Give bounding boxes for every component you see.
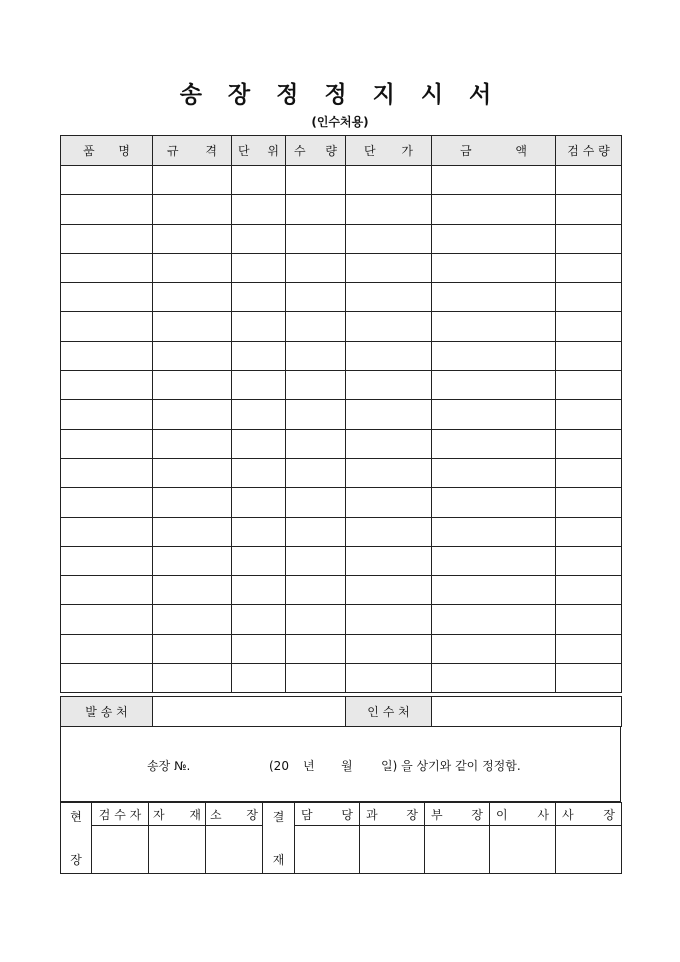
quantity-cell[interactable]: [286, 429, 346, 458]
sign-box-director[interactable]: [490, 826, 556, 874]
amount-cell[interactable]: [432, 488, 556, 517]
inspected-qty-cell[interactable]: [556, 458, 622, 487]
unit-cell[interactable]: [232, 253, 286, 282]
amount-cell[interactable]: [432, 283, 556, 312]
unit-price-cell[interactable]: [346, 517, 432, 546]
sign-box-department-head[interactable]: [425, 826, 490, 874]
quantity-cell[interactable]: [286, 224, 346, 253]
document-title: 송 장 정 정 지 시 서: [179, 81, 501, 108]
quantity-cell[interactable]: [286, 517, 346, 546]
inspected-qty-cell[interactable]: [556, 488, 622, 517]
table-row: [61, 312, 622, 341]
sign-box-site-manager[interactable]: [206, 826, 263, 874]
spec-cell[interactable]: [153, 517, 232, 546]
item-name-cell[interactable]: [61, 634, 153, 663]
unit-price-cell[interactable]: [346, 400, 432, 429]
unit-cell[interactable]: [232, 605, 286, 634]
table-row: [61, 488, 622, 517]
header-unit: 단 위: [232, 136, 286, 166]
table-row: [61, 371, 622, 400]
table-row: [61, 253, 622, 282]
unit-price-cell[interactable]: [346, 312, 432, 341]
unit-price-cell[interactable]: [346, 166, 432, 195]
role-section-chief: 과 장: [360, 803, 425, 826]
unit-cell[interactable]: [232, 429, 286, 458]
spec-cell[interactable]: [153, 634, 232, 663]
amount-cell[interactable]: [432, 253, 556, 282]
table-row: [61, 664, 622, 693]
amount-cell[interactable]: [432, 224, 556, 253]
unit-price-cell[interactable]: [346, 283, 432, 312]
receiver-field[interactable]: [432, 697, 622, 727]
unit-price-cell[interactable]: [346, 458, 432, 487]
item-name-cell[interactable]: [61, 546, 153, 575]
item-name-cell[interactable]: [61, 224, 153, 253]
quantity-cell[interactable]: [286, 195, 346, 224]
header-inspected-qty: 검 수 량: [556, 136, 622, 166]
unit-cell[interactable]: [232, 517, 286, 546]
quantity-cell[interactable]: [286, 283, 346, 312]
unit-cell[interactable]: [232, 576, 286, 605]
table-row: [61, 224, 622, 253]
quantity-cell[interactable]: [286, 546, 346, 575]
item-name-cell[interactable]: [61, 253, 153, 282]
sender-label: 발 송 처: [61, 697, 153, 727]
header-quantity: 수 량: [286, 136, 346, 166]
header-amount: 금 액: [432, 136, 556, 166]
role-department-head: 부 장: [425, 803, 490, 826]
inspected-qty-cell[interactable]: [556, 546, 622, 575]
item-name-cell[interactable]: [61, 166, 153, 195]
inspected-qty-cell[interactable]: [556, 605, 622, 634]
unit-price-cell[interactable]: [346, 546, 432, 575]
spec-cell[interactable]: [153, 576, 232, 605]
quantity-cell[interactable]: [286, 312, 346, 341]
unit-cell[interactable]: [232, 488, 286, 517]
sign-box-inspector[interactable]: [92, 826, 149, 874]
year-label: 년: [303, 759, 315, 773]
quantity-cell[interactable]: [286, 371, 346, 400]
unit-price-cell[interactable]: [346, 371, 432, 400]
unit-cell[interactable]: [232, 341, 286, 370]
parties-table: [60, 696, 622, 727]
amount-cell[interactable]: [432, 546, 556, 575]
spec-cell[interactable]: [153, 253, 232, 282]
document-subtitle: (인수처용): [311, 115, 369, 129]
item-name-cell[interactable]: [61, 195, 153, 224]
unit-cell[interactable]: [232, 546, 286, 575]
sign-box-materials[interactable]: [149, 826, 206, 874]
unit-cell[interactable]: [232, 224, 286, 253]
inspected-qty-cell[interactable]: [556, 195, 622, 224]
table-row: [61, 458, 622, 487]
item-name-cell[interactable]: [61, 312, 153, 341]
approval-label: 결 재: [263, 803, 295, 874]
unit-cell[interactable]: [232, 312, 286, 341]
item-name-cell[interactable]: [61, 488, 153, 517]
date-open: (20: [269, 759, 289, 773]
approval-table: [60, 802, 622, 874]
item-name-cell[interactable]: [61, 576, 153, 605]
role-materials: 자 재: [149, 803, 206, 826]
amount-cell[interactable]: [432, 312, 556, 341]
unit-price-cell[interactable]: [346, 664, 432, 693]
unit-cell[interactable]: [232, 400, 286, 429]
unit-price-cell[interactable]: [346, 195, 432, 224]
amount-cell[interactable]: [432, 634, 556, 663]
role-inspector: 검 수 자: [92, 803, 149, 826]
spec-cell[interactable]: [153, 664, 232, 693]
unit-cell[interactable]: [232, 283, 286, 312]
table-row: [61, 195, 622, 224]
table-row: [61, 517, 622, 546]
quantity-cell[interactable]: [286, 400, 346, 429]
amount-cell[interactable]: [432, 400, 556, 429]
item-name-cell[interactable]: [61, 341, 153, 370]
role-site-manager: 소 장: [206, 803, 263, 826]
unit-cell[interactable]: [232, 195, 286, 224]
sign-box-president[interactable]: [556, 826, 622, 874]
item-name-cell[interactable]: [61, 371, 153, 400]
month-label: 월: [341, 759, 353, 773]
table-row: [61, 400, 622, 429]
amount-cell[interactable]: [432, 664, 556, 693]
table-row: [61, 605, 622, 634]
quantity-cell[interactable]: [286, 458, 346, 487]
sender-field[interactable]: [153, 697, 346, 727]
spec-cell[interactable]: [153, 458, 232, 487]
inspected-qty-cell[interactable]: [556, 429, 622, 458]
spec-cell[interactable]: [153, 400, 232, 429]
item-name-cell[interactable]: [61, 283, 153, 312]
inspected-qty-cell[interactable]: [556, 664, 622, 693]
quantity-cell[interactable]: [286, 664, 346, 693]
inspected-qty-cell[interactable]: [556, 283, 622, 312]
inspected-qty-cell[interactable]: [556, 634, 622, 663]
inspected-qty-cell[interactable]: [556, 224, 622, 253]
unit-price-cell[interactable]: [346, 429, 432, 458]
header-item-name: 품 명: [61, 136, 153, 166]
sign-box-in-charge[interactable]: [295, 826, 360, 874]
unit-price-cell[interactable]: [346, 576, 432, 605]
table-row: [61, 166, 622, 195]
spec-cell[interactable]: [153, 546, 232, 575]
receiver-label: 인 수 처: [346, 697, 432, 727]
spec-cell[interactable]: [153, 166, 232, 195]
table-row: [61, 546, 622, 575]
item-name-cell[interactable]: [61, 458, 153, 487]
amount-cell[interactable]: [432, 195, 556, 224]
amount-cell[interactable]: [432, 166, 556, 195]
inspected-qty-cell[interactable]: [556, 166, 622, 195]
spec-cell[interactable]: [153, 429, 232, 458]
role-in-charge: 담 당: [295, 803, 360, 826]
amount-cell[interactable]: [432, 605, 556, 634]
unit-cell[interactable]: [232, 664, 286, 693]
inspected-qty-cell[interactable]: [556, 371, 622, 400]
inspected-qty-cell[interactable]: [556, 400, 622, 429]
quantity-cell[interactable]: [286, 253, 346, 282]
amount-cell[interactable]: [432, 371, 556, 400]
correction-note: [147, 757, 521, 774]
amount-cell[interactable]: [432, 429, 556, 458]
correction-statement: 일) 을 상기와 같이 정정함.: [381, 759, 521, 773]
unit-price-cell[interactable]: [346, 488, 432, 517]
quantity-cell[interactable]: [286, 605, 346, 634]
role-director: 이 사: [490, 803, 556, 826]
unit-cell[interactable]: [232, 458, 286, 487]
quantity-cell[interactable]: [286, 576, 346, 605]
quantity-cell[interactable]: [286, 166, 346, 195]
quantity-cell[interactable]: [286, 341, 346, 370]
unit-cell[interactable]: [232, 166, 286, 195]
correction-note-box: [60, 726, 621, 802]
inspected-qty-cell[interactable]: [556, 517, 622, 546]
unit-price-cell[interactable]: [346, 224, 432, 253]
spec-cell[interactable]: [153, 195, 232, 224]
inspected-qty-cell[interactable]: [556, 576, 622, 605]
item-name-cell[interactable]: [61, 664, 153, 693]
inspected-qty-cell[interactable]: [556, 312, 622, 341]
amount-cell[interactable]: [432, 576, 556, 605]
item-name-cell[interactable]: [61, 517, 153, 546]
inspected-qty-cell[interactable]: [556, 341, 622, 370]
table-row: [61, 429, 622, 458]
header-spec: 규 격: [153, 136, 232, 166]
item-name-cell[interactable]: [61, 605, 153, 634]
table-row: [61, 576, 622, 605]
quantity-cell[interactable]: [286, 634, 346, 663]
inspected-qty-cell[interactable]: [556, 253, 622, 282]
role-president: 사 장: [556, 803, 622, 826]
unit-price-cell[interactable]: [346, 605, 432, 634]
table-row: [61, 283, 622, 312]
items-header-row: [61, 136, 622, 166]
spec-cell[interactable]: [153, 312, 232, 341]
unit-price-cell[interactable]: [346, 253, 432, 282]
table-row: [61, 341, 622, 370]
item-name-cell[interactable]: [61, 429, 153, 458]
invoice-number-label: 송장 №.: [147, 759, 191, 773]
spec-cell[interactable]: [153, 488, 232, 517]
site-label: 현 장: [61, 803, 92, 874]
amount-cell[interactable]: [432, 458, 556, 487]
sign-box-section-chief[interactable]: [360, 826, 425, 874]
unit-cell[interactable]: [232, 634, 286, 663]
spec-cell[interactable]: [153, 341, 232, 370]
header-unit-price: 단 가: [346, 136, 432, 166]
unit-cell[interactable]: [232, 371, 286, 400]
spec-cell[interactable]: [153, 224, 232, 253]
unit-price-cell[interactable]: [346, 341, 432, 370]
item-name-cell[interactable]: [61, 400, 153, 429]
table-row: [61, 634, 622, 663]
items-table: [60, 135, 622, 693]
spec-cell[interactable]: [153, 371, 232, 400]
amount-cell[interactable]: [432, 517, 556, 546]
amount-cell[interactable]: [432, 341, 556, 370]
unit-price-cell[interactable]: [346, 634, 432, 663]
spec-cell[interactable]: [153, 605, 232, 634]
spec-cell[interactable]: [153, 283, 232, 312]
quantity-cell[interactable]: [286, 488, 346, 517]
